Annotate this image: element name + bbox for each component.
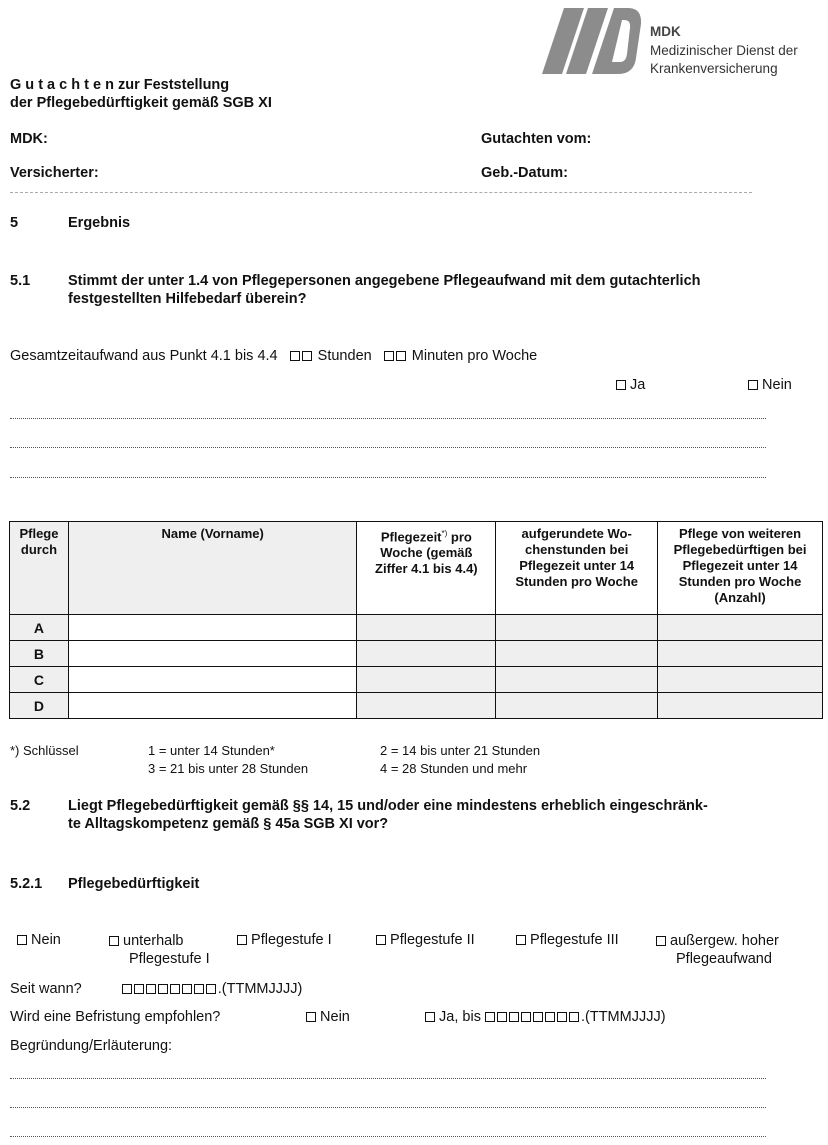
begruendung-line[interactable]: [10, 1107, 766, 1108]
begruendung-label: Begründung/Erläuterung:: [10, 1038, 173, 1054]
row-label: D: [10, 693, 69, 719]
checkbox-nein-label: Nein: [762, 377, 792, 393]
option-pflegestufe-1[interactable]: [237, 932, 332, 948]
logo-line2: Krankenversicherung: [650, 61, 778, 76]
name-cell[interactable]: [68, 667, 356, 693]
checkbox-icon: [237, 935, 247, 945]
hours-label: Stunden: [317, 348, 372, 364]
stunden-cell[interactable]: [496, 641, 658, 667]
logo-abbr: MDK: [650, 24, 681, 39]
answer-line[interactable]: [10, 477, 766, 478]
table-row: [10, 667, 823, 693]
key-label: *) Schlüssel: [10, 743, 79, 758]
section-5-2-1-title: Pflegebedürftigkeit: [68, 876, 200, 892]
versicherter-label: Versicherter:: [10, 165, 99, 181]
checkbox-icon: [306, 1012, 316, 1022]
document-subtitle: der Pflegebedürftigkeit gemäß SGB XI: [10, 95, 272, 111]
name-cell[interactable]: [68, 693, 356, 719]
option-unterhalb-label: unterhalb: [123, 933, 184, 949]
answer-line[interactable]: [10, 447, 766, 448]
checkbox-icon: [748, 380, 758, 390]
begruendung-line[interactable]: [10, 1078, 766, 1079]
seit-wann-date-input[interactable]: [122, 981, 218, 997]
checkbox-ja-label: Ja: [630, 377, 646, 393]
total-time-line: [10, 348, 537, 364]
pflegezeit-cell[interactable]: [357, 667, 496, 693]
checkbox-nein[interactable]: [748, 377, 792, 393]
begruendung-line[interactable]: [10, 1136, 766, 1137]
option-stufe2-label: Pflegestufe II: [390, 932, 475, 948]
document-title: [10, 77, 229, 93]
col-header-pflege-durch: Pflege durch: [10, 522, 69, 615]
checkbox-icon: [425, 1012, 435, 1022]
row-label: B: [10, 641, 69, 667]
date-format-hint: .(TTMMJJJJ): [217, 981, 303, 997]
option-stufe3-label: Pflegestufe III: [530, 932, 619, 948]
hours-input[interactable]: [290, 348, 314, 364]
gutachten-date-label: Gutachten vom:: [481, 131, 592, 147]
checkbox-icon: [376, 935, 386, 945]
table-row: [10, 641, 823, 667]
checkbox-icon: [17, 935, 27, 945]
befristung-label: Wird eine Befristung empfohlen?: [10, 1009, 221, 1025]
checkbox-icon: [516, 935, 526, 945]
section-5-1-number: 5.1: [10, 273, 31, 289]
section-5-1-title-line2: festgestellten Hilfebedarf überein?: [68, 291, 307, 307]
option-hoch-label: außergew. hoher: [670, 933, 779, 949]
option-unterhalb-stufe-1[interactable]: [109, 932, 210, 968]
option-pflegestufe-2[interactable]: [376, 932, 475, 948]
section-5-1-title-line1: Stimmt der unter 1.4 von Pflegepersonen angegebene Pflegeaufwand mit dem gutachterlich: [68, 273, 701, 289]
title-rest: zur Feststellung: [117, 77, 230, 93]
option-stufe1-label: Pflegestufe I: [251, 932, 332, 948]
key-item-3: 3 = 21 bis unter 28 Stunden: [148, 761, 309, 776]
option-unterhalb-label2: Pflegestufe I: [129, 951, 210, 967]
stunden-cell[interactable]: [496, 693, 658, 719]
befristung-nein-label: Nein: [320, 1009, 350, 1025]
pflegezeit-cell[interactable]: [357, 615, 496, 641]
section-5-title: Ergebnis: [68, 215, 131, 231]
key-item-4: 4 = 28 Stunden und mehr: [380, 761, 528, 776]
name-cell[interactable]: [68, 641, 356, 667]
date-format-hint: .(TTMMJJJJ): [580, 1009, 666, 1025]
checkbox-icon: [656, 936, 666, 946]
name-cell[interactable]: [68, 615, 356, 641]
section-5-2-title-line2: te Alltagskompetenz gemäß § 45a SGB XI vor?: [68, 816, 389, 832]
anzahl-cell[interactable]: [658, 641, 823, 667]
pflegezeit-cell[interactable]: [357, 693, 496, 719]
total-time-label: Gesamtzeitaufwand aus Punkt 4.1 bis 4.4: [10, 348, 278, 364]
section-5-2-1-number: 5.2.1: [10, 876, 43, 892]
table-row: [10, 693, 823, 719]
minutes-label: Minuten pro Woche: [411, 348, 538, 364]
checkbox-icon: [109, 936, 119, 946]
header-separator: [10, 192, 752, 193]
option-hoch-label2: Pflegeaufwand: [676, 951, 772, 967]
stunden-cell[interactable]: [496, 667, 658, 693]
checkbox-icon: [616, 380, 626, 390]
care-persons-table: [9, 521, 823, 719]
option-pflegestufe-3[interactable]: [516, 932, 619, 948]
key-item-2: 2 = 14 bis unter 21 Stunden: [380, 743, 541, 758]
col-header-aufgerundete-stunden: aufgerundete Wo- chenstunden bei Pflegezeit unter 14 Stunden pro Woche: [496, 522, 658, 615]
anzahl-cell[interactable]: [658, 693, 823, 719]
section-5-number: 5: [10, 215, 19, 231]
option-nein[interactable]: [17, 932, 61, 948]
option-aussergew-hoher-aufwand[interactable]: [656, 932, 779, 968]
minutes-input[interactable]: [384, 348, 408, 364]
mdk-logo-icon: [542, 6, 644, 76]
seit-wann-label: Seit wann?: [10, 981, 82, 997]
title-spaced: G u t a c h t e n: [10, 77, 114, 93]
pflegezeit-cell[interactable]: [357, 641, 496, 667]
birthdate-label: Geb.-Datum:: [481, 165, 568, 181]
section-5-2-number: 5.2: [10, 798, 31, 814]
key-item-1: 1 = unter 14 Stunden*: [148, 743, 275, 758]
stunden-cell[interactable]: [496, 615, 658, 641]
befristung-ja[interactable]: [425, 1009, 666, 1025]
section-5-2-title-line1: Liegt Pflegebedürftigkeit gemäß §§ 14, 15 und/oder eine mindestens erheblich eingeschränk-: [68, 798, 708, 814]
befristung-date-input[interactable]: [485, 1009, 581, 1025]
mdk-label: MDK:: [10, 131, 48, 147]
befristung-nein[interactable]: [306, 1009, 350, 1025]
befristung-ja-label: Ja, bis: [439, 1009, 481, 1025]
col-header-name: Name (Vorname): [68, 522, 356, 615]
anzahl-cell[interactable]: [658, 667, 823, 693]
seit-wann-row: [10, 981, 302, 997]
col-header-weitere-pflege: Pflege von weiteren Pflegebedürftigen bei Pflegezeit unter 14 Stunden pro Woche (Anzahl): [658, 522, 823, 615]
row-label: C: [10, 667, 69, 693]
table-row: [10, 615, 823, 641]
col-header-pflegezeit: Pflegezeit*) pro Woche (gemäß Ziffer 4.1 bis 4.4): [357, 522, 496, 615]
checkbox-ja[interactable]: [616, 377, 645, 393]
row-label: A: [10, 615, 69, 641]
answer-line[interactable]: [10, 418, 766, 419]
option-nein-label: Nein: [31, 932, 61, 948]
anzahl-cell[interactable]: [658, 615, 823, 641]
logo-line1: Medizinischer Dienst der: [650, 43, 798, 58]
